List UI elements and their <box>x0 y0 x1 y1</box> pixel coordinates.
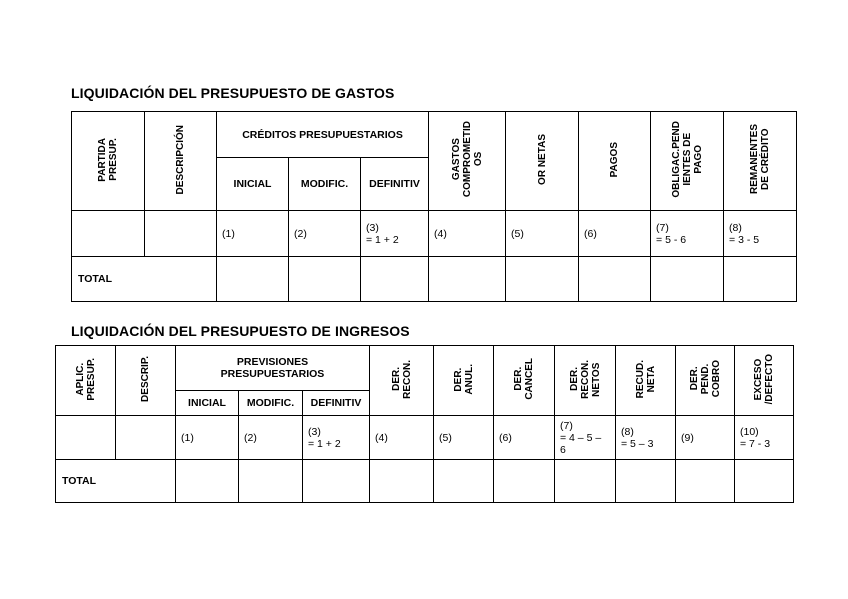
number-cell: (1) <box>176 416 239 460</box>
number-cell: (4) <box>429 211 506 257</box>
ingresos-title: LIQUIDACIÓN DEL PRESUPUESTO DE INGRESOS <box>71 323 410 339</box>
header-aplic-presup: APLIC. PRESUP. <box>56 346 116 416</box>
number-cell: (2) <box>289 211 361 257</box>
header-exceso-defecto: EXCESO /DEFECTO <box>735 346 794 416</box>
cell-empty <box>579 257 651 302</box>
total-row <box>72 257 797 302</box>
header-der-cancel: DER. CANCEL <box>494 346 555 416</box>
cell-empty <box>651 257 724 302</box>
header-modific: MODIFIC. <box>289 158 361 211</box>
header-der-recon: DER. RECON. <box>370 346 434 416</box>
cell-empty <box>676 460 735 503</box>
header-pagos: PAGOS <box>579 112 651 211</box>
number-cell: (7) = 5 - 6 <box>651 211 724 257</box>
number-cell: (6) <box>494 416 555 460</box>
cell-empty <box>555 460 616 503</box>
number-cell: (3) = 1 + 2 <box>303 416 370 460</box>
cell-empty <box>506 257 579 302</box>
header-inicial: INICIAL <box>217 158 289 211</box>
header-modific: MODIFIC. <box>239 391 303 416</box>
ingresos-table <box>55 345 794 503</box>
header-definitiv: DEFINITIV <box>303 391 370 416</box>
cell-empty <box>116 416 176 460</box>
cell-empty <box>724 257 797 302</box>
gastos-table <box>71 111 797 302</box>
cell-empty <box>303 460 370 503</box>
number-cell: (9) <box>676 416 735 460</box>
header-creditos-presupuestarios: CRÉDITOS PRESUPUESTARIOS <box>217 112 429 158</box>
number-cell: (1) <box>217 211 289 257</box>
cell-empty <box>176 460 239 503</box>
header-partida-presup: PARTIDA PRESUP. <box>72 112 145 211</box>
number-cell: (7) = 4 – 5 – 6 <box>555 416 616 460</box>
cell-empty <box>616 460 676 503</box>
number-cell: (4) <box>370 416 434 460</box>
header-remanentes-credito: REMANENTES DE CRÉDITO <box>724 112 797 211</box>
header-definitiv: DEFINITIV <box>361 158 429 211</box>
number-cell: (8) = 5 – 3 <box>616 416 676 460</box>
cell-empty <box>429 257 506 302</box>
table-row <box>72 211 797 257</box>
header-recud-neta: RECUD. NETA <box>616 346 676 416</box>
header-or-netas: OR NETAS <box>506 112 579 211</box>
header-gastos-comprometidos: GASTOS COMPROMETID OS <box>429 112 506 211</box>
header-der-recon-netos: DER. RECON. NETOS <box>555 346 616 416</box>
cell-empty <box>72 211 145 257</box>
header-previsiones-presupuestarios: PREVISIONES PRESUPUESTARIOS <box>176 346 370 391</box>
cell-empty <box>56 416 116 460</box>
cell-empty <box>239 460 303 503</box>
table-row <box>56 416 794 460</box>
number-cell: (2) <box>239 416 303 460</box>
gastos-title: LIQUIDACIÓN DEL PRESUPUESTO DE GASTOS <box>71 85 395 101</box>
total-label: TOTAL <box>56 460 176 503</box>
header-inicial: INICIAL <box>176 391 239 416</box>
cell-empty <box>217 257 289 302</box>
cell-empty <box>494 460 555 503</box>
number-cell: (10) = 7 - 3 <box>735 416 794 460</box>
cell-empty <box>289 257 361 302</box>
number-cell: (8) = 3 - 5 <box>724 211 797 257</box>
number-cell: (3) = 1 + 2 <box>361 211 429 257</box>
header-descrip: DESCRIP. <box>116 346 176 416</box>
total-label: TOTAL <box>72 257 217 302</box>
header-descripcion: DESCRIPCIÓN <box>145 112 217 211</box>
cell-empty <box>434 460 494 503</box>
cell-empty <box>145 211 217 257</box>
number-cell: (5) <box>506 211 579 257</box>
cell-empty <box>370 460 434 503</box>
number-cell: (6) <box>579 211 651 257</box>
number-cell: (5) <box>434 416 494 460</box>
total-row <box>56 460 794 503</box>
cell-empty <box>361 257 429 302</box>
header-obligac-pendientes: OBLIGAC.PEND IENTES DE PAGO <box>651 112 724 211</box>
cell-empty <box>735 460 794 503</box>
header-der-pend-cobro: DER. PEND. COBRO <box>676 346 735 416</box>
header-der-anul: DER. ANUL. <box>434 346 494 416</box>
